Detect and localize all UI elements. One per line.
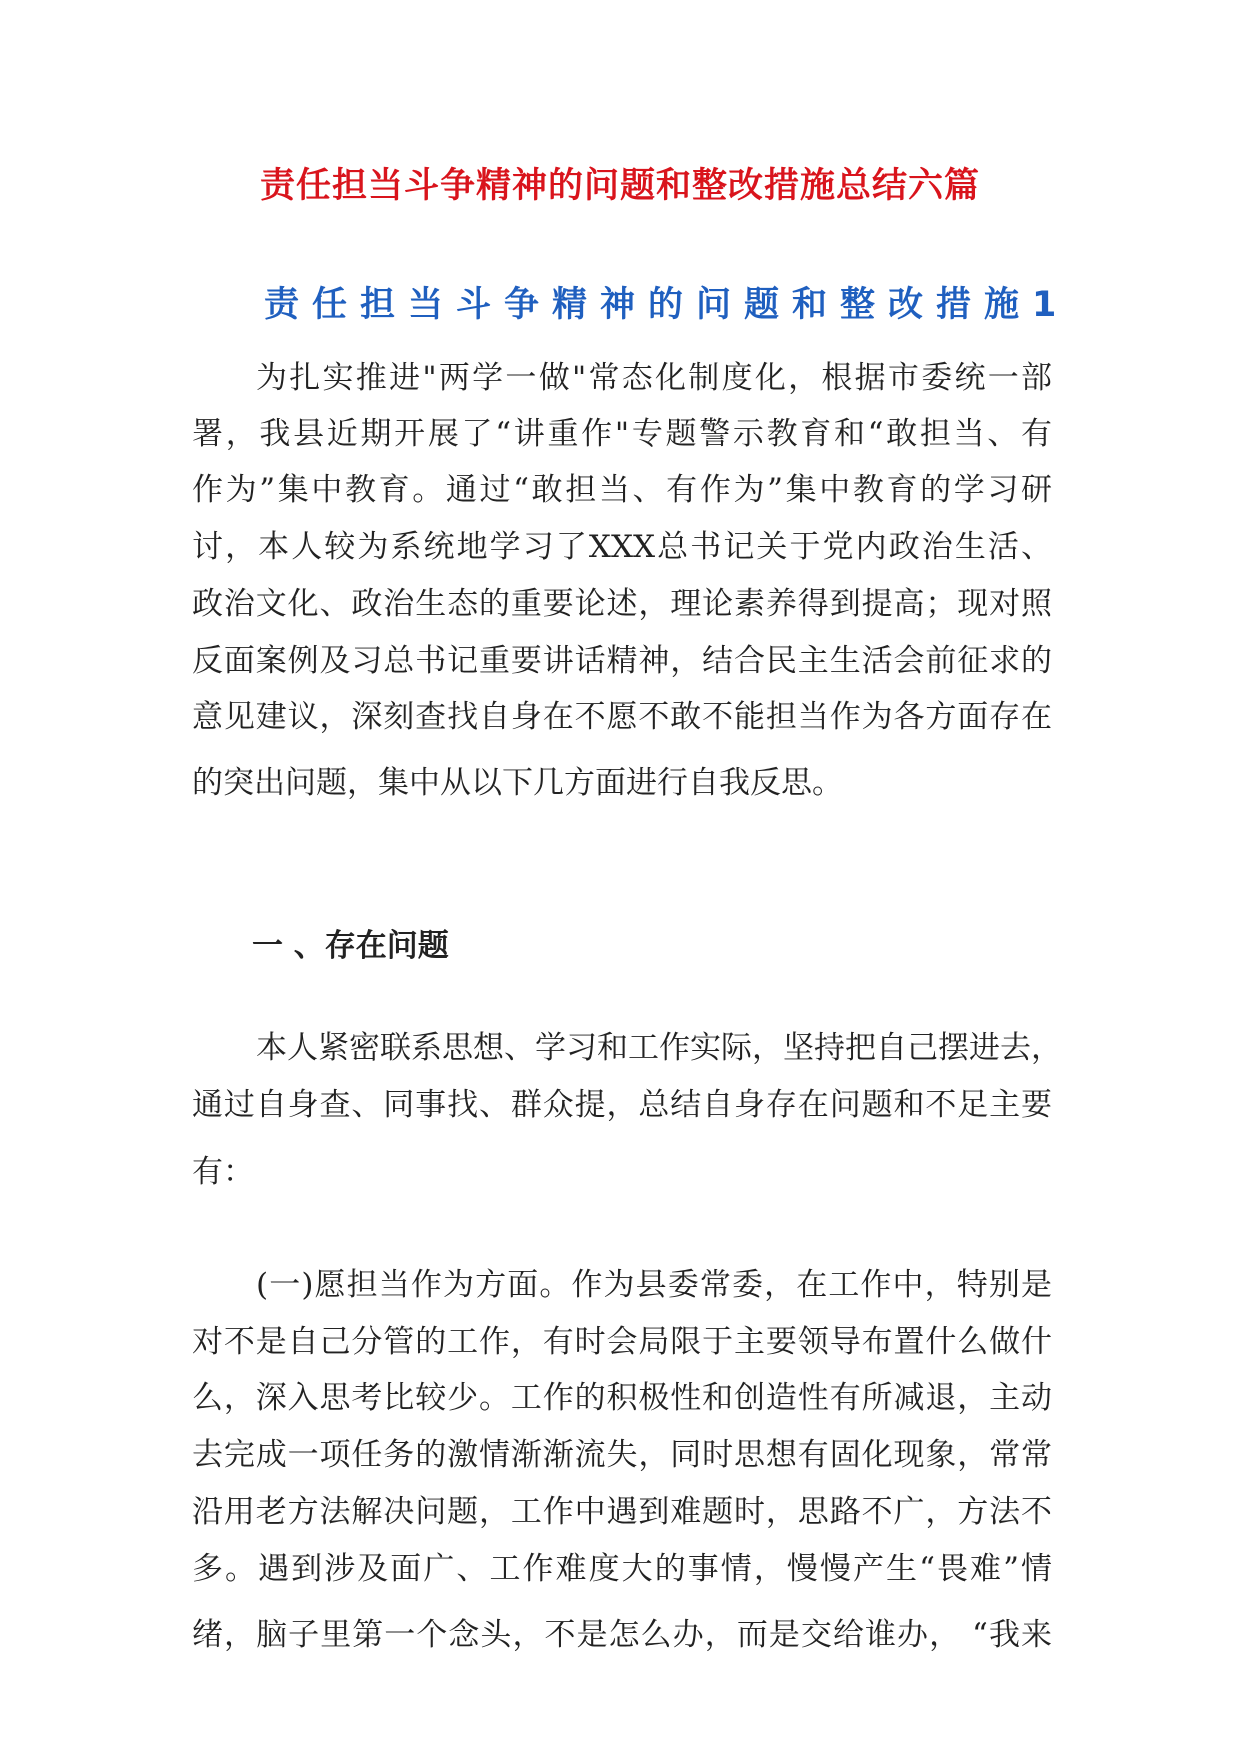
paragraph-1-line-2: 署，我县近期开展了“讲重作"专题警示教育和“敢担当、有 bbox=[192, 416, 1052, 452]
paragraph-1-line-3: 作为”集中教育。通过“敢担当、有作为”集中教育的学习研 bbox=[192, 472, 1052, 508]
paragraph-3-line-2: 对不是自己分管的工作，有时会局限于主要领导布置什么做什 bbox=[192, 1324, 1052, 1360]
paragraph-3-line-4: 去完成一项任务的激情渐渐流失，同时思想有固化现象，常常 bbox=[192, 1437, 1052, 1473]
paragraph-1-line-5: 政治文化、政治生态的重要论述，理论素养得到提高；现对照 bbox=[192, 586, 1052, 622]
paragraph-2-line-2: 通过自身查、同事找、群众提，总结自身存在问题和不足主要 bbox=[192, 1087, 1052, 1123]
paragraph-1-line-8: 的突出问题，集中从以下几方面进行自我反思。 bbox=[192, 765, 843, 801]
paragraph-1-line-4: 讨，本人较为系统地学习了XXX总书记关于党内政治生活、 bbox=[192, 529, 1052, 565]
document-subtitle: 责任担当斗争精神的问题和整改措施1 bbox=[264, 285, 1070, 325]
paragraph-3-line-3: 么，深入思考比较少。工作的积极性和创造性有所减退，主动 bbox=[192, 1380, 1052, 1416]
paragraph-1-line-7: 意见建议，深刻查找自身在不愿不敢不能担当作为各方面存在 bbox=[192, 699, 1052, 735]
document-title: 责任担当斗争精神的问题和整改措施总结六篇 bbox=[259, 166, 980, 206]
paragraph-3-line-1: (一)愿担当作为方面。作为县委常委，在工作中，特别是 bbox=[256, 1267, 1052, 1303]
paragraph-3-line-5: 沿用老方法解决问题，工作中遇到难题时，思路不广，方法不 bbox=[192, 1494, 1052, 1530]
paragraph-3-line-7: 绪，脑子里第一个念头，不是怎么办，而是交给谁办， “我来 bbox=[192, 1617, 1052, 1653]
paragraph-2-line-1: 本人紧密联系思想、学习和工作实际，坚持把自己摆进去， bbox=[256, 1030, 1062, 1066]
paragraph-1-line-1: 为扎实推进"两学一做"常态化制度化，根据市委统一部 bbox=[256, 360, 1052, 396]
section-heading-problems: 一 、存在问题 bbox=[252, 928, 449, 964]
paragraph-1-line-6: 反面案例及习总书记重要讲话精神，结合民主生活会前征求的 bbox=[192, 643, 1052, 679]
paragraph-3-line-6: 多。遇到涉及面广、工作难度大的事情，慢慢产生“畏难”情 bbox=[192, 1551, 1052, 1587]
paragraph-2-line-3: 有： bbox=[192, 1154, 254, 1190]
